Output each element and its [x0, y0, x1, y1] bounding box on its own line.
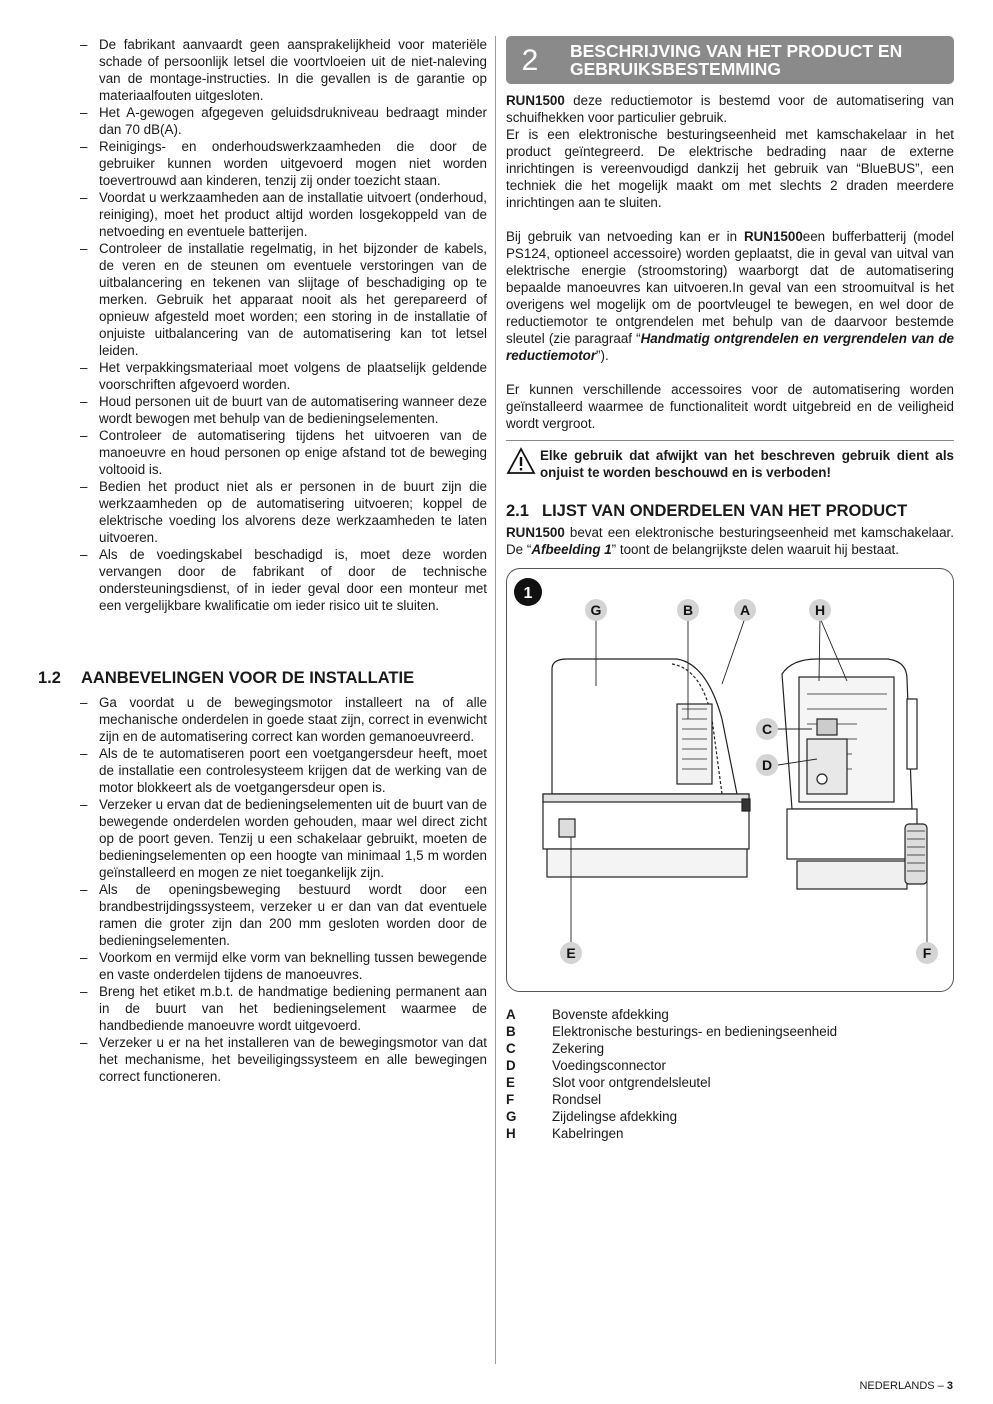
legend-row: D Voedingsconnector: [506, 1058, 666, 1073]
motor-front-view: [782, 659, 927, 889]
callout-b: B: [682, 602, 694, 618]
list-item: – Controleer de installatie regelmatig, in het bijzonder de kabels, de veren en de steunen om eventuele verstoringen van de uitbalancering en tekenen van slijtage of beschadiging op te merken. Gebruik het apparaat nooit als het gerepareerd of opnieuw afgesteld moet worden; een storing in de installatie of onjuiste uitbalancering van de automatisering kan tot letsel leiden.: [80, 241, 487, 358]
list-item: – De fabrikant aanvaardt geen aansprakelijkheid voor materiële schade of persoonlijk letsel die voortvloeien uit de niet-naleving van de montage-instructies. In die gevallen is de garantie op materiaalfouten uitgesloten.: [80, 37, 487, 103]
accessories-paragraph: Er kunnen verschillende accessoires voor de automatisering worden geïnstalleerd waarmee de functionaliteit wordt uitgebreid en de veiligheid wordt vergroot.: [506, 382, 954, 431]
manual-release-link[interactable]: Handmatig ontgrendelen en vergrendelen van de reductiemotor: [506, 331, 954, 363]
figure-legend: [506, 1006, 954, 1142]
page-number: 3: [946, 1380, 953, 1392]
legend-row: A Bovenste afdekking: [506, 1007, 669, 1022]
callout-h: H: [814, 602, 826, 618]
legend-row: E Slot voor ontgrendelsleutel: [506, 1075, 711, 1090]
list-item: – Controleer de automatisering tijdens het uitvoeren van de manoeuvre en houd personen op enige afstand tot de beweging voltooid is.: [80, 428, 487, 477]
figure-number: 1: [523, 585, 533, 602]
warning-box: [506, 440, 954, 481]
section-title: AANBEVELINGEN VOOR DE INSTALLATIE: [81, 669, 415, 687]
list-item: – Het verpakkingsmateriaal moet volgens de plaatselijk geldende voorschriften afgevoerd worden.: [80, 360, 487, 392]
list-item: – Als de te automatiseren poort een voetgangersdeur heeft, moet de installatie een controlesysteem krijgen dat de werking van de motor blokkeert als de voetgangersdeur open is.: [80, 746, 487, 795]
list-item: – Houd personen uit de buurt van de automatisering wanneer deze wordt bewogen met behulp van de bedieningselementen.: [80, 394, 487, 426]
right-column: [506, 36, 954, 1142]
left-column: [80, 36, 487, 614]
list-item: – Bedien het product niet als er personen in de buurt zijn die werkzaamheden op de automatisering uitvoeren; koppel de elektrische voeding los alvorens deze werkzaamheden te laten uitvoeren.: [80, 479, 487, 545]
intro-paragraph: RUN1500 deze reductiemotor is bestemd voor de automatisering van schuifhekken voor particulier gebruik.: [506, 93, 954, 125]
callout-f: F: [922, 945, 932, 961]
figure-reference-link[interactable]: Afbeelding 1: [531, 542, 612, 557]
page-footer: NEDERLANDS – 3: [859, 1380, 953, 1392]
list-item: – Voorkom en vermijd elke vorm van beknelling tussen bewegende en vaste onderdelen tijdens de manoeuvres.: [80, 950, 487, 982]
callout-c: C: [761, 721, 773, 737]
list-item: – Ga voordat u de bewegingsmotor installeert na of alle mechanische onderdelen in goede staat zijn, correct in evenwicht zijn en de automatisering correct kan worden gemanoeuvreerd.: [80, 695, 487, 744]
list-item: – Reinigings- en onderhoudswerkzaamheden die door de gebruiker kunnen worden uitgevoerd mogen niet worden toevertrouwd aan kinderen, tenzij zij onder toezicht staan.: [80, 139, 487, 188]
warning-icon: [506, 447, 540, 481]
callout-a: A: [739, 602, 751, 618]
section-number: 1.2: [38, 669, 61, 687]
list-item: – Verzeker u ervan dat de bedieningselementen uit de buurt van de bewegende onderdelen worden gehouden, maar wel direct zicht op de poort geven. Tenzij u een schakelaar gebruikt, moeten de bedieningselementen op een hoogte van minimaal 1,5 m worden geïnstalleerd en mogen ze niet toegankelijk zijn.: [80, 797, 487, 880]
parts-paragraph: RUN1500 bevat een elektronische besturingseenheid met kamschakelaar. De “Afbeelding 1” toont de belangrijkste delen waaruit hij bestaat.: [506, 525, 954, 557]
callout-g: G: [590, 602, 602, 618]
list-item: – Als de openingsbeweging bestuurd wordt door een brandbestrijdingssysteem, verzeker u er dan van dat eventuele ramen die groter zijn dan 200 mm gesloten worden door de bedieningselementen.: [80, 882, 487, 948]
bluebus-paragraph: Er is een elektronische besturingseenheid met kamschakelaar in het product geïntegreerd. De elektrische bedrading naar de externe inrichtingen is vereenvoudigd dankzij het gebruik van “BlueBUS”, een techniek die het mogelijk maakt om met slechts 2 draden meerdere inrichtingen aan te sluiten.: [506, 127, 954, 210]
safety-list: [80, 36, 487, 614]
section-number: 2: [521, 43, 539, 77]
list-item: – Breng het etiket m.b.t. de handmatige bediening permanent aan in de buurt van het bedieningselement waarmee de handbediende manoeuvre wordt uitgevoerd.: [80, 984, 487, 1033]
list-item: – Voordat u werkzaamheden aan de installatie uitvoert (onderhoud, reiniging), moet het product altijd worden losgekoppeld van de netvoeding en eventuele batterijen.: [80, 190, 487, 239]
callout-d: D: [761, 757, 773, 773]
legend-row: F Rondsel: [506, 1092, 602, 1107]
warning-text: Elke gebruik dat afwijkt van het beschreven gebruik dient als onjuist te worden beschouwd en is verboden!: [540, 448, 954, 480]
section-heading-1-2: [38, 670, 414, 687]
legend-row: B Elektronische besturings- en bedieningseenheid: [506, 1024, 838, 1039]
legend-row: H Kabelringen: [506, 1126, 624, 1141]
product-figure: [506, 568, 954, 992]
section-banner: [506, 36, 954, 84]
list-item: – Als de voedingskabel beschadigd is, moet deze worden vervangen door de fabrikant of door de technische ondersteuningsdienst, of in ieder geval door een monteur met een vergelijkbare kwalificatie om ieder risico uit te sluiten.: [80, 547, 487, 613]
callout-e: E: [566, 945, 576, 961]
legend-row: C Zekering: [506, 1041, 605, 1056]
battery-paragraph: Bij gebruik van netvoeding kan er in RUN1500een bufferbatterij (model PS124, optioneel accessoire) worden geplaatst, die in geval van uitval van elektrische energie (stroomstoring) waarborgt dat de automatisering bepaalde manoeuvres kan uitvoeren.In geval van een stroomuitval is het overigens wel mogelijk om de poortvleugel te bewegen, en wel door de reductiemotor te ontgrendelen met behulp van de daarvoor bestemde sleutel (zie paragraaf “Handmatig ontgrendelen en vergrendelen van de reductiemotor”).: [506, 229, 954, 363]
installation-recommendations: [80, 694, 487, 1085]
section-heading-2-1: 2.1 LIJST VAN ONDERDELEN VAN HET PRODUCT: [506, 502, 908, 520]
list-item: – Verzeker u er na het installeren van de bewegingsmotor van dat het mechanisme, het beveiligingssysteem en alle bewegingen correct functioneren.: [80, 1035, 487, 1084]
column-divider: [495, 36, 496, 1364]
legend-row: G Zijdelingse afdekking: [506, 1109, 678, 1124]
section-title: BESCHRIJVING VAN HET PRODUCT EN GEBRUIKSBESTEMMING: [570, 41, 903, 79]
list-item: – Het A-gewogen afgegeven geluidsdrukniveau bedraagt minder dan 70 dB(A).: [80, 105, 487, 137]
motor-side-view: [543, 659, 750, 877]
